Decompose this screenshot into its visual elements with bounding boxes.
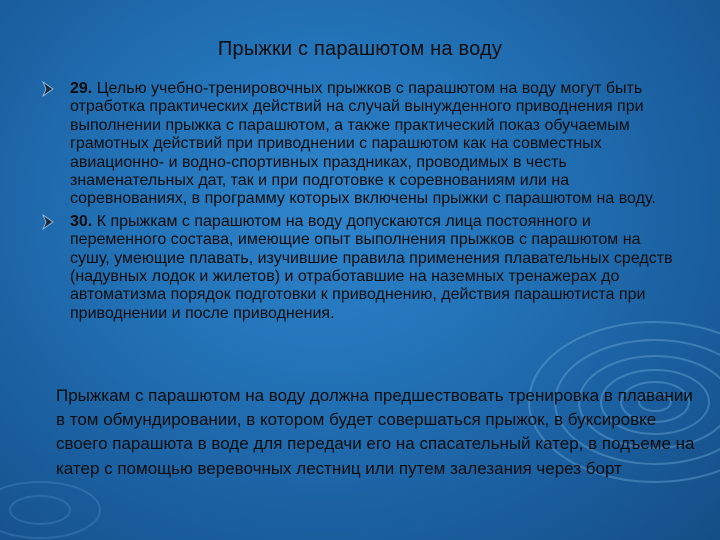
- bullet-list: [70, 80, 682, 327]
- bullet-item-29: [70, 80, 682, 209]
- arrowhead-bullet-icon: [42, 214, 54, 230]
- body-paragraph: Прыжкам с парашютом на воду должна предшествовать тренировка в плавании в том обмундировании, в котором будет совершаться прыжок, в буксировке своего парашюта в воде для передачи его на спасательный катер, в подъеме на катер с помощью веревочных лестниц или путем залезания через борт: [56, 386, 695, 478]
- bullet-number: 29.: [70, 80, 93, 97]
- bullet-item-30: [70, 213, 682, 323]
- arrowhead-bullet-icon: [42, 81, 54, 97]
- bullet-text: Целью учебно-тренировочных прыжков с парашютом на воду могут быть отработка практических действий на случай вынужденного приводнения при выполнении прыжка с парашютом, а также практический показ обучаемым грамотных действий при приводнении с парашютом как на совместных авиационно- и водно-спортивных праздниках, проводимых в честь знаменательных дат, так и при подготовке к соревнованиям или на соревнованиях, в программу которых включены прыжки с парашютом на воду.: [70, 80, 656, 208]
- bullet-number: 30.: [70, 212, 93, 230]
- bullet-text: К прыжкам с парашютом на воду допускаются лица постоянного и переменного состава, имеющие опыт выполнения прыжков с парашютом на сушу, умеющие плавать, изучившие правила применения плавательных средств (надувных лодок и жилетов) и отработавшие на наземных тренажерах до автоматизма порядок подготовки к приводнению, действия парашютиста при приводнении и после приводнения.: [70, 212, 673, 322]
- slide-title: Прыжки с парашютом на воду: [217, 38, 503, 60]
